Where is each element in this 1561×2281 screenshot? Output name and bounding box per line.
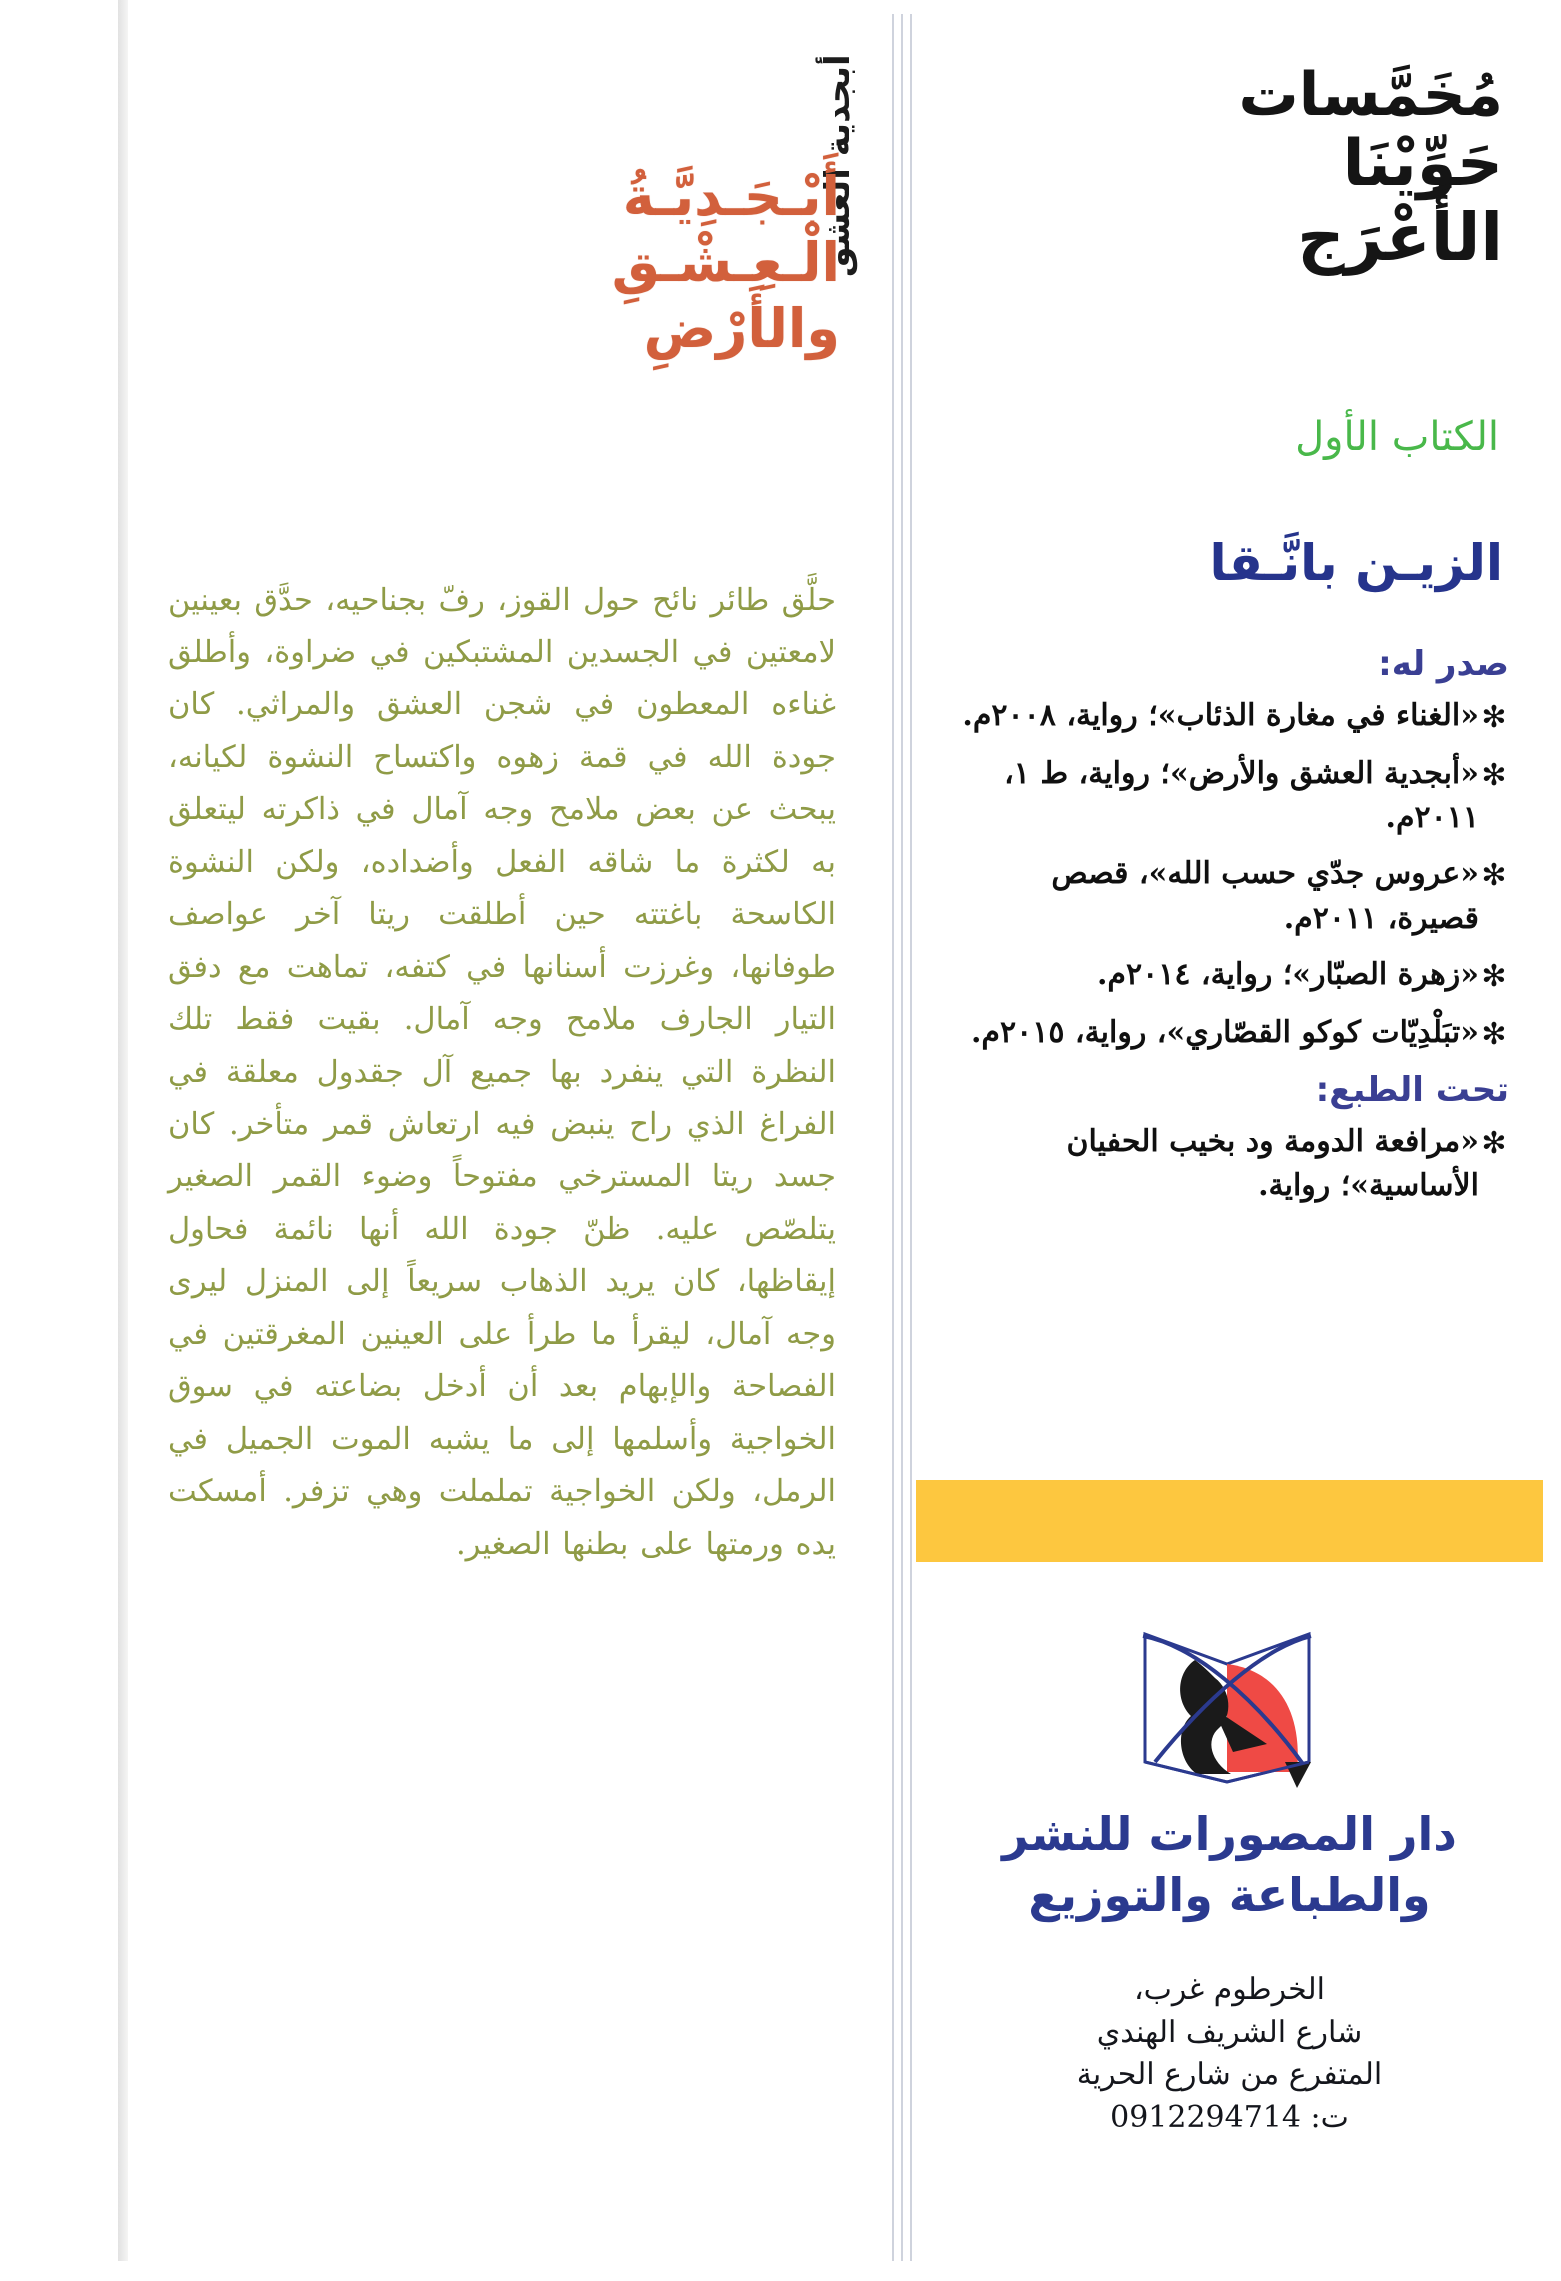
back-title-line-1: أَبْـجَـدِيَّـةُ [622,165,840,228]
publisher-line-2: والطباعة والتوزيع [1028,1867,1431,1922]
scan-edge-shadow [118,0,128,2281]
address-line-1: الخرطوم غرب، [1133,1972,1326,2007]
published-work-title: «الغناء في مغارة الذئاب»؛ رواية، ٢٠٠٨م. [962,698,1479,733]
back-cover-title [220,164,840,362]
in-press-work-title: «مرافعة الدومة ود بخيب الحفيان الأساسية»؛ رواية. [1066,1124,1479,1204]
list-item [950,852,1509,941]
publisher-phone: ت: 0912294714 [1110,2099,1349,2135]
list-item [950,953,1509,999]
in-press-works-list [950,1120,1509,1209]
spine-rule-3 [910,14,912,2261]
publisher-logo [916,1604,1543,1804]
scan-margin-right [1543,0,1561,2281]
front-title-line-2: حَوِّيْنَا [1342,127,1503,202]
publisher-line-1: دار المصورات للنشر [1002,1807,1457,1861]
published-work-title: «زهرة الصبّار»؛ رواية، ٢٠١٤م. [1096,957,1479,993]
published-work-title: «أبجدية العشق والأرض»؛ رواية، ط ١، ٢٠١١م. [1004,755,1479,835]
scan-margin-top [0,0,1561,14]
front-cover-title [943,62,1503,275]
list-item [950,752,1509,841]
in-press-heading: تحت الطبع: [1315,1070,1509,1111]
asterisk-icon: ✻ [1481,1126,1507,1162]
book-spine [888,14,916,2261]
front-cover-panel [916,14,1543,2261]
publications-section [950,644,1509,1221]
front-title-line-1: مُخَمَّسات [1238,60,1503,130]
address-line-2: شارع الشريف الهندي [1096,2014,1363,2050]
address-line-3: المتفرع من شارع الحرية [1076,2057,1383,2093]
scan-margin-bottom [0,2261,1561,2281]
front-title-line-3: الأَعْرَج [1297,198,1503,276]
published-works-list [950,694,1509,1056]
author-name: الزيـن بانَّـقا [1209,534,1503,592]
list-item [950,1120,1509,1209]
publisher-address [936,1969,1523,2139]
scan-margin-left [0,0,120,2281]
yellow-accent-band [916,1480,1543,1562]
asterisk-icon: ✻ [1481,858,1507,894]
asterisk-icon: ✻ [1481,959,1507,995]
open-book-figure-logo [1135,1612,1325,1797]
list-item [950,694,1509,740]
asterisk-icon: ✻ [1481,1016,1507,1052]
spine-rule-1 [892,14,894,2261]
back-cover-panel [128,14,888,2261]
publisher-name [936,1804,1523,1925]
back-title-line-2: الْـعِـشْـقِ [611,230,840,294]
book-volume-label: الكتاب الأول [1295,414,1499,460]
asterisk-icon: ✻ [1481,757,1507,793]
published-work-title: «تبَلْدِيّات كوكو القصّاري»، رواية، ٢٠١٥م. [970,1014,1479,1050]
back-cover-blurb: حلَّق طائر نائح حول القوز، رفّ بجناحيه، حدَّق بعينين لامعتين في الجسدين المشتبكين في ضراوة، وأطلق غناءه المعطون في شجن العشق والمراثي. كان جودة الله في قمة زهوه واكتساح النشوة لكيانه، يبحث عن بعض ملامح وجه آمال في ذاكرته ليتعلق به لكثرة ما شاقه الفعل وأضداده، ولكن النشوة الكاسحة باغتته حين أطلقت ريتا آخر عواصف طوفانها، وغرزت أسنانها في كتفه، تماهت مع دفق التيار الجارف ملامح وجه آمال. بقيت فقط تلك النظرة التي ينفرد بها جميع آل جقدول معلقة في الفراغ الذي راح ينبض فيه ارتعاش قمر متأخر. كان جسد ريتا المسترخي مفتوحاً وضوء القمر الصغير يتلصّص عليه. ظنّ جودة الله أنها نائمة فحاول إيقاظها، كان يريد الذهاب سريعاً إلى المنزل ليرى وجه آمال، ليقرأ ما طرأ على العينين المغرقتين في الفصاحة والإبهام بعد أن أدخل بضاعته في سوق الخواجية وأسلمها إلى ما يشبه الموت الجميل في الرمل، ولكن الخواجية تململت وهي تزفر. أمسكت يده ورمتها على بطنها الصغير. [168,582,836,1562]
list-item [950,1011,1509,1057]
back-title-line-3: والأَرْضِ [643,296,840,360]
spine-rule-2 [901,14,903,2261]
published-work-title: «عروس جدّي حسب الله»، قصص قصيرة، ٢٠١١م. [1051,856,1479,936]
asterisk-icon: ✻ [1481,700,1507,735]
spine-title: أبجدية العشق [818,54,858,277]
published-works-heading: صدر له: [1378,644,1509,684]
